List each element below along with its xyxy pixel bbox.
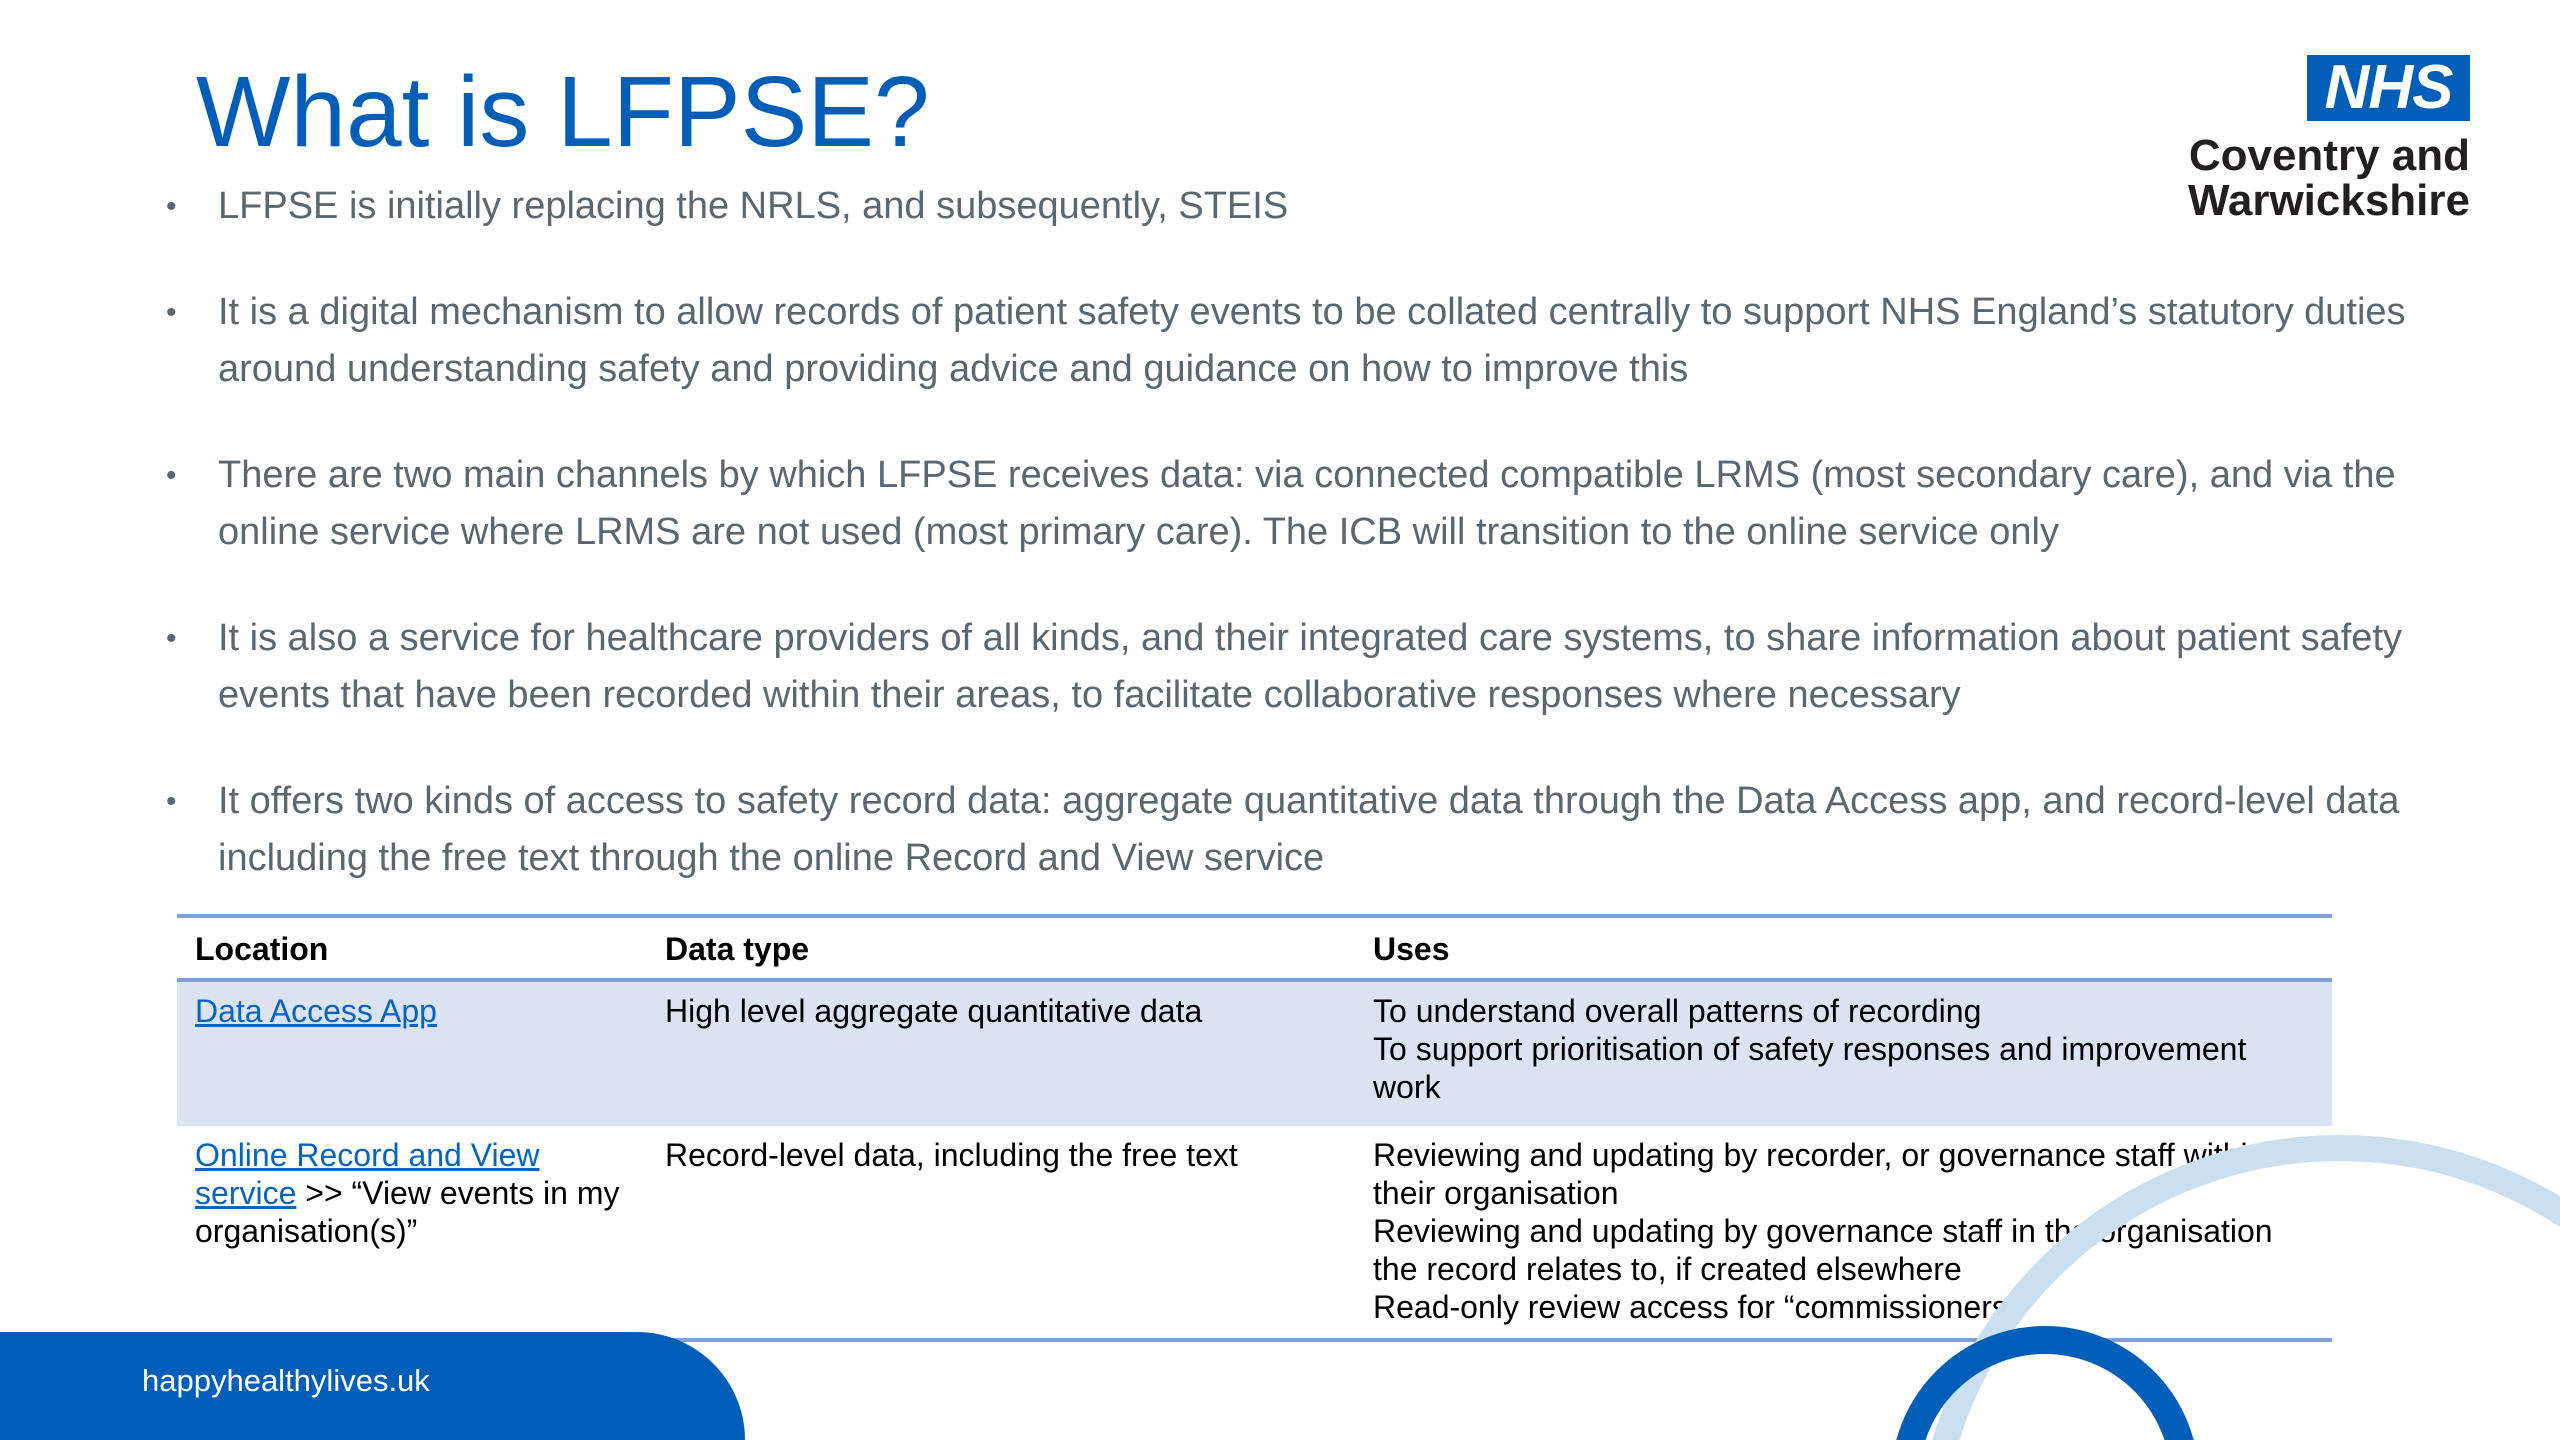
table-row [177, 980, 2332, 1126]
location-suffix: >> “View events in my organisation(s)” [195, 1175, 620, 1249]
table-row [177, 1126, 2332, 1340]
page-title: What is LFPSE? [196, 56, 930, 168]
bullet-dot: • [166, 296, 177, 329]
bullet-text: LFPSE is initially replacing the NRLS, and subsequently, STEIS [218, 185, 1289, 227]
bullet-item [150, 178, 2440, 235]
bullet-text: It is also a service for healthcare providers of all kinds, and their integrated care systems, to share information about patient safety events that have been recorded within their areas, to facilitate collaborative responses where necessary [218, 617, 2402, 716]
footer-url: happyhealthylives.uk [142, 1363, 430, 1398]
data-type-cell: High level aggregate quantitative data [647, 980, 1355, 1126]
bullet-list [150, 178, 2440, 887]
bullet-item [150, 610, 2440, 724]
uses-line: Read-only review access for “commissioners” [1373, 1289, 2019, 1325]
header-data-type: Data type [647, 916, 1355, 980]
bullet-dot: • [166, 785, 177, 818]
bullet-text: It is a digital mechanism to allow records of patient safety events to be collated centrally to support NHS England’s statutory duties around understanding safety and providing advice and guidance on how to improve this [218, 291, 2406, 390]
org-name-line-1: Coventry and [2188, 131, 2470, 180]
data-access-app-link[interactable]: Data Access App [195, 993, 437, 1029]
header-uses: Uses [1355, 916, 2332, 980]
location-cell [177, 980, 647, 1126]
bullet-dot: • [166, 459, 177, 492]
uses-line: To understand overall patterns of recording [1373, 993, 1982, 1029]
bullet-text: There are two main channels by which LFPSE receives data: via connected compatible LRMS (most secondary care), and via the online service where LRMS are not used (most primary care). The ICB will transition to the online service only [218, 454, 2396, 553]
bullet-dot: • [166, 190, 177, 223]
online-record-and-view-link[interactable]: Online Record and View service [195, 1137, 540, 1211]
uses-line: Reviewing and updating by governance staff in the organisation the record relates to, if created elsewhere [1373, 1213, 2273, 1287]
location-cell [177, 1126, 647, 1340]
data-type-cell: Record-level data, including the free text [665, 1137, 1238, 1173]
table-header-row [177, 916, 2332, 980]
uses-line: To support prioritisation of safety responses and improvement work [1373, 1031, 2247, 1105]
org-name-line-2: Warwickshire [2187, 176, 2470, 225]
bullet-item [150, 773, 2440, 887]
nhs-logo-mark: NHS [2307, 55, 2470, 121]
header-location: Location [177, 916, 647, 980]
bullet-dot: • [166, 622, 177, 655]
bullet-item [150, 447, 2440, 561]
uses-cell [1355, 1126, 2332, 1340]
uses-line: Reviewing and updating by recorder, or governance staff within their organisation [1373, 1137, 2266, 1211]
access-table [177, 914, 2332, 1342]
bullet-item [150, 284, 2440, 398]
bullet-text: It offers two kinds of access to safety record data: aggregate quantitative data through the Data Access app, and record-level data including the free text through the online Record and View service [218, 780, 2400, 879]
dark-blue-arc [1905, 1340, 2185, 1440]
uses-cell [1355, 980, 2332, 1126]
